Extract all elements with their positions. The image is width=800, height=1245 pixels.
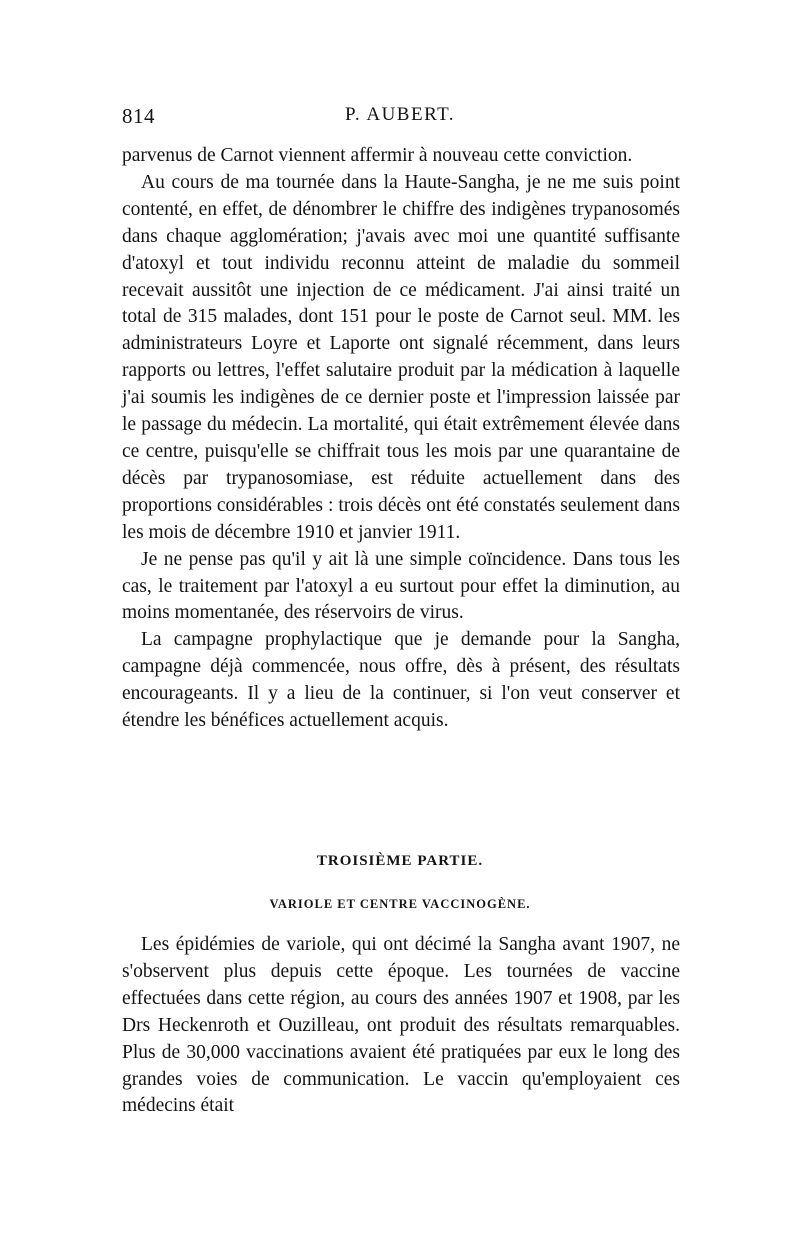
paragraph-variole: Les épidémies de variole, qui ont décimé la Sangha avant 1907, ne s'observent plus depuis cette époque. Les tournées de vaccine effectuées dans cette région, au cours des années 1907 et 1908, par les Drs Heckenroth et Ouzilleau, ont produit des résultats remarquables. Plus de 30,000 vaccinations avaient été pratiquées par eux le long des grandes voies de communication. Le vaccin qu'employaient ces médecins était [122, 934, 680, 1117]
section-two [122, 932, 680, 1120]
paragraph-coincidence: Je ne pense pas qu'il y ait là une simple coïncidence. Dans tous les cas, le traitement par l'atoxyl a eu surtout pour effet la diminution, au moins momentanée, des réservoirs de virus. [122, 548, 680, 624]
section-one [122, 143, 680, 735]
part-title: TROISIÈME PARTIE. [316, 853, 484, 869]
paragraph-continuation: parvenus de Carnot viennent affermir à nouveau cette conviction. [122, 145, 633, 166]
paragraph-treatment: Au cours de ma tournée dans la Haute-Sangha, je ne me suis point contenté, en effet, de dénombrer le chiffre des indigènes trypanosomés dans chaque agglomération; j'avais avec moi une quantité suffisante d'atoxyl et tout individu reconnu atteint de maladie du sommeil recevait aussitôt une injection de ce médicament. J'ai ainsi traité un total de 315 malades, dont 151 pour le poste de Carnot seul. MM. les administrateurs Loyre et Laporte ont signalé récemment, dans leurs rapports ou lettres, l'effet salutaire produit par la médication à laquelle j'ai soumis les indigènes de ce dernier poste et l'impression laissée par le passage du médecin. La mortalité, qui était extrêmement élevée dans ce centre, puisqu'elle se chiffrait tous les mois par une quarantaine de décès par trypanosomiase, est réduite actuellement dans des proportions considérables : trois décès ont été constatés seulement dans les mois de décembre 1910 et janvier 1911. [122, 171, 680, 543]
running-head: P. AUBERT. [344, 104, 456, 125]
paragraph-campaign: La campagne prophylactique que je demande pour la Sangha, campagne déjà commencée, nous offre, dès à présent, des résultats encourageants. Il y a lieu de la continuer, si l'on veut conserver et étendre les bénéfices actuellement acquis. [122, 629, 680, 732]
section-title: VARIOLE ET CENTRE VACCINOGÈNE. [269, 897, 531, 911]
page-number: 814 [122, 104, 155, 128]
